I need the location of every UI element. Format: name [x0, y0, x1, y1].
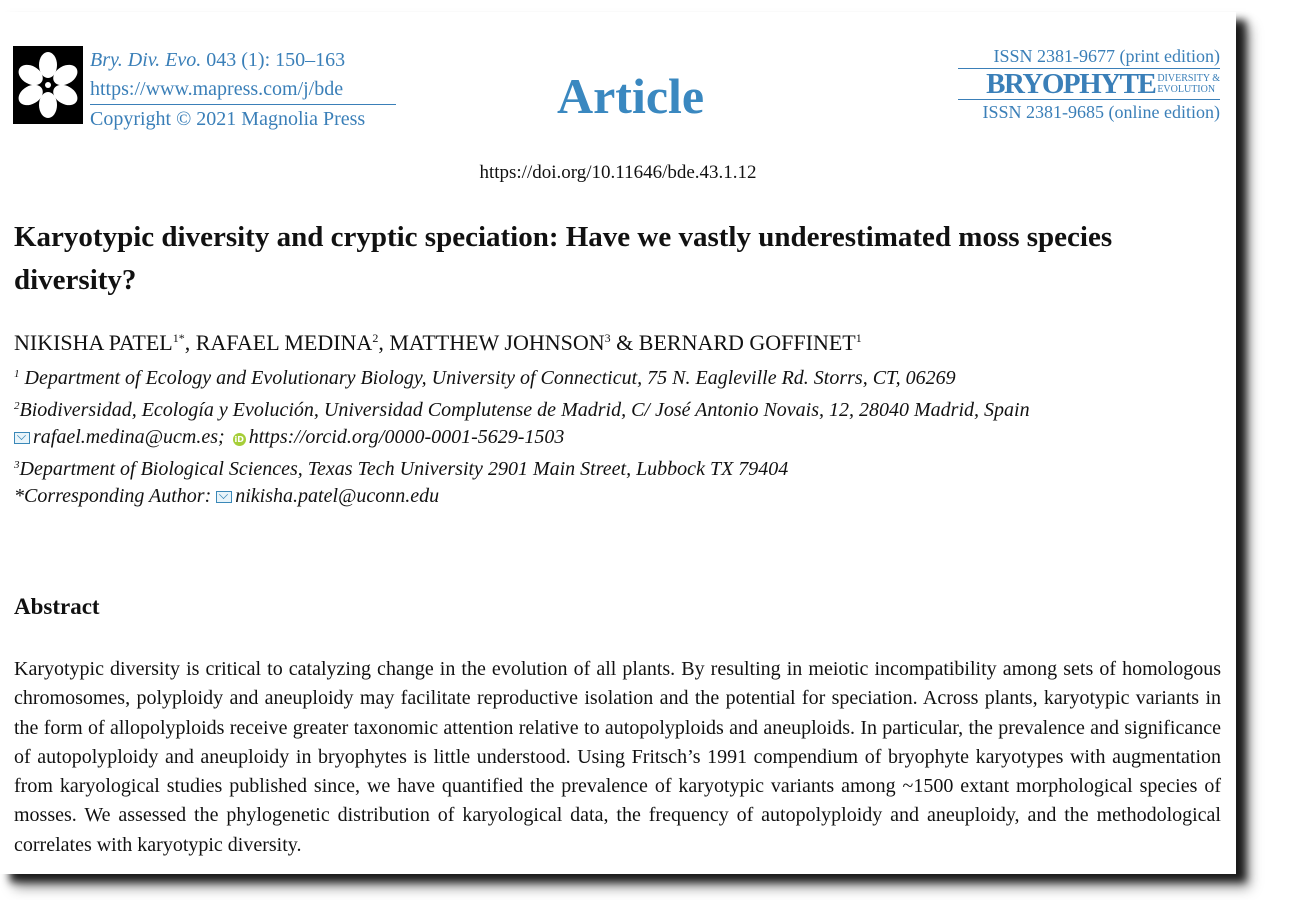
journal-logo	[13, 46, 83, 124]
article-type-label: Article	[557, 68, 705, 124]
affiliation-1	[14, 361, 1030, 393]
orcid-medina-link[interactable]: https://orcid.org/0000-0001-5629-1503	[248, 426, 565, 448]
author-affil-sup: 1	[855, 331, 862, 345]
journal-abbreviation: Bry. Div. Evo.	[90, 49, 202, 71]
affiliation-text: Department of Ecology and Evolutionary Biology, University of Connecticut, 75 N. Eagleville Rd. Storrs, CT, 06269	[19, 367, 956, 389]
citation-line	[90, 46, 396, 75]
doi-link[interactable]: https://doi.org/10.11646/bde.43.1.12	[479, 162, 757, 183]
affiliation-sup: 1	[14, 368, 20, 380]
affiliation-sup: 2	[14, 399, 20, 412]
author-affil-sup: 2	[372, 331, 379, 345]
volume-pages: 043 (1): 150–163	[206, 49, 346, 71]
brand-sub-line1: DIVERSITY &	[1157, 73, 1220, 84]
author-affil-sup: 3	[604, 331, 611, 345]
affiliation-text: Department of Biological Sciences, Texas Tech University 2901 Main Street, Lubbock TX 79404	[19, 457, 789, 480]
corresponding-label: *Corresponding Author:	[14, 485, 217, 507]
affiliation-sup: 3	[14, 458, 20, 471]
flower-logo-icon	[13, 46, 83, 124]
author-separator: ,	[184, 330, 196, 355]
issn-online: ISSN 2381-9685 (online edition)	[982, 102, 1220, 122]
journal-brand	[958, 69, 1220, 99]
email-icon	[14, 432, 30, 444]
article-page	[0, 12, 1236, 874]
author-list	[14, 330, 862, 356]
author-separator: ,	[378, 330, 390, 355]
brand-subtitle	[1157, 73, 1220, 95]
corresponding-author	[14, 483, 1030, 511]
author-name: BERNARD GOFFINET	[638, 330, 856, 355]
journal-issn-block	[958, 44, 1220, 124]
author-name: MATTHEW JOHNSON	[389, 330, 605, 355]
issn-print: ISSN 2381-9677 (print edition)	[993, 46, 1220, 66]
affiliation-3	[14, 452, 1030, 484]
author-separator: &	[610, 330, 639, 355]
brand-sub-line2: EVOLUTION	[1157, 84, 1216, 95]
author-affil-sup: 1*	[172, 331, 185, 345]
journal-citation-block	[90, 46, 396, 134]
email-icon	[216, 491, 232, 503]
corresponding-email-link[interactable]: nikisha.patel@uconn.edu	[235, 485, 440, 507]
affiliations	[14, 361, 1030, 511]
orcid-icon: iD	[234, 435, 244, 444]
article-title: Karyotypic diversity and cryptic speciation: Have we vastly underestimated moss species diversity?	[14, 221, 1113, 296]
contact-medina	[14, 424, 1030, 452]
author-name: RAFAEL MEDINA	[195, 330, 373, 355]
email-medina-link[interactable]: rafael.medina@ucm.es;	[33, 426, 225, 448]
abstract-body: Karyotypic diversity is critical to catalyzing change in the evolution of all plants. By resulting in meiotic incompatibility among sets of homologous chromosomes, polyploidy and aneuploidy may facilitate reproductive isolation and the potential for speciation. Across plants, karyotypic variants in the form of allopolyploids receive greater taxonomic attention relative to autopolyploids and aneuploids. In particular, the prevalence and significance of autopolyploidy and aneuploidy in bryophytes is little understood. Using Fritsch’s 1991 compendium of bryophyte karyotypes with augmentation from karyological studies published since, we have quantified the prevalence of karyotypic variants among ~1500 extant morphological species of mosses. We assessed the phylogenetic distribution of karyological data, the frequency of autopolyploidy and aneuploidy, and the methodological correlates with karyotypic diversity.	[14, 658, 1221, 856]
abstract-heading: Abstract	[14, 594, 100, 619]
brand-name: BRYOPHYTE	[986, 68, 1156, 100]
journal-url-link[interactable]: https://www.mapress.com/j/bde	[90, 78, 344, 100]
author-name: NIKISHA PATEL	[14, 330, 173, 355]
affiliation-text: Biodiversidad, Ecología y Evolución, Universidad Complutense de Madrid, C/ José Antonio Novais, 12, 28040 Madrid, Spain	[19, 398, 1030, 421]
affiliation-2	[14, 393, 1030, 425]
copyright-text: Copyright © 2021 Magnolia Press	[90, 108, 366, 130]
